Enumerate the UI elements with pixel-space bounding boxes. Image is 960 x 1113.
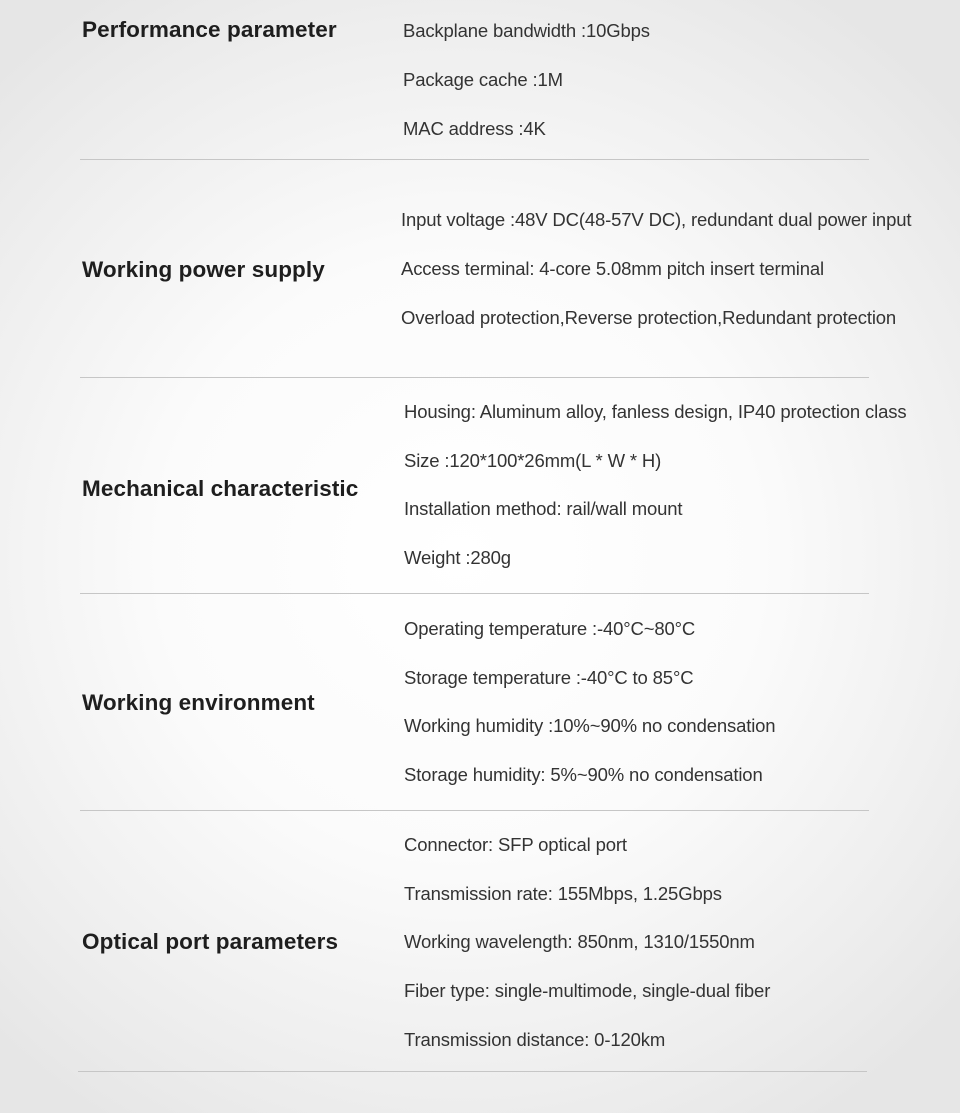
spec-item: Storage humidity: 5%~90% no condensation xyxy=(404,764,763,785)
section-label-optical-port-parameters: Optical port parameters xyxy=(82,929,339,954)
spec-item: Transmission rate: 155Mbps, 1.25Gbps xyxy=(404,883,722,904)
spec-item: Working wavelength: 850nm, 1310/1550nm xyxy=(404,931,755,952)
section-label-working-environment: Working environment xyxy=(82,690,315,715)
section-divider xyxy=(80,593,869,594)
spec-item: Housing: Aluminum alloy, fanless design, IP40 protection class xyxy=(404,401,907,422)
spec-item: Installation method: rail/wall mount xyxy=(404,498,683,519)
spec-item: Connector: SFP optical port xyxy=(404,834,627,855)
spec-item: Weight :280g xyxy=(404,547,511,568)
section-label-mechanical-characteristic: Mechanical characteristic xyxy=(82,476,359,501)
section-label-performance-parameter: Performance parameter xyxy=(82,17,337,42)
spec-item: Access terminal: 4-core 5.08mm pitch insert terminal xyxy=(401,258,824,279)
spec-item: Storage temperature :-40°C to 85°C xyxy=(404,667,694,688)
spec-item: Overload protection,Reverse protection,Redundant protection xyxy=(401,307,897,328)
spec-item: Input voltage :48V DC(48-57V DC), redundant dual power input xyxy=(401,209,912,230)
section-divider xyxy=(80,377,869,378)
section-divider xyxy=(78,1071,867,1072)
section-divider xyxy=(80,810,869,811)
section-label-working-power-supply: Working power supply xyxy=(82,257,325,282)
spec-item: Size :120*100*26mm(L * W * H) xyxy=(404,450,662,471)
spec-item: Fiber type: single-multimode, single-dual fiber xyxy=(404,980,771,1001)
spec-item: Package cache :1M xyxy=(403,69,563,90)
spec-item: MAC address :4K xyxy=(403,118,546,139)
spec-item: Backplane bandwidth :10Gbps xyxy=(403,20,650,41)
spec-item: Transmission distance: 0-120km xyxy=(404,1029,666,1050)
section-divider xyxy=(80,159,869,160)
spec-item: Working humidity :10%~90% no condensation xyxy=(404,715,776,736)
spec-item: Operating temperature :-40°C~80°C xyxy=(404,618,696,639)
